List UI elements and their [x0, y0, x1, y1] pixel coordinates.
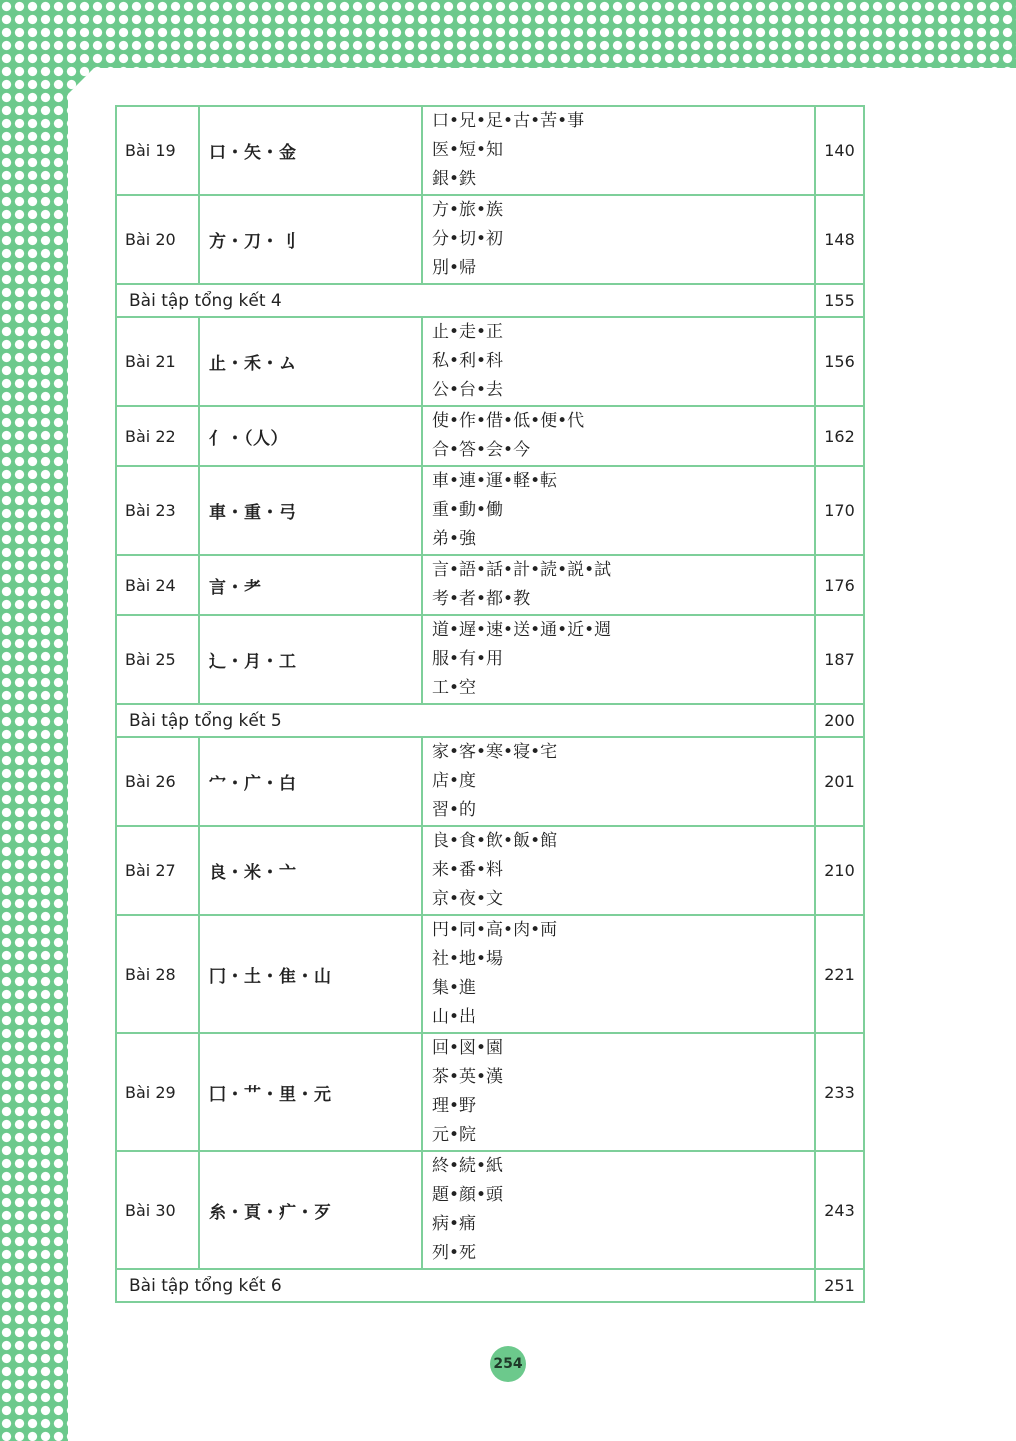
kanji-line: 口•兄•足•古•苦•事	[432, 111, 585, 131]
kanji-line: 別•帰	[432, 258, 477, 278]
review-row	[116, 1269, 864, 1302]
table-row	[116, 737, 864, 826]
kanji-line: 止•走•正	[432, 322, 504, 342]
kanji-line: 車•連•運•軽•転	[432, 471, 558, 491]
table-row	[116, 826, 864, 915]
kanji-line: 重•動•働	[432, 500, 504, 520]
kanji-line: 山•出	[432, 1007, 477, 1027]
table-row	[116, 406, 864, 466]
lesson-label: Bài 24	[116, 555, 199, 615]
lesson-label: Bài 30	[116, 1151, 199, 1269]
lesson-label: Bài 21	[116, 317, 199, 406]
table-row	[116, 466, 864, 555]
review-label: Bài tập tổng kết 6	[116, 1269, 815, 1302]
table-row	[116, 555, 864, 615]
kanji-cell	[422, 1033, 815, 1151]
page-ref: 162	[815, 406, 864, 466]
kanji-cell	[422, 195, 815, 284]
radicals-cell: 冂・土・隹・山	[199, 915, 422, 1033]
page-ref: 243	[815, 1151, 864, 1269]
lesson-label: Bài 29	[116, 1033, 199, 1151]
kanji-line: 店•度	[432, 771, 477, 791]
radicals-cell: 言・耂	[199, 555, 422, 615]
kanji-line: 使•作•借•低•便•代	[432, 411, 585, 431]
kanji-cell	[422, 317, 815, 406]
kanji-line: 良•食•飲•飯•館	[432, 831, 558, 851]
radicals-cell: 糸・頁・疒・歹	[199, 1151, 422, 1269]
table-row	[116, 317, 864, 406]
page-ref: 176	[815, 555, 864, 615]
radicals-cell: 宀・广・白	[199, 737, 422, 826]
kanji-line: 終•続•紙	[432, 1156, 504, 1176]
kanji-cell	[422, 737, 815, 826]
kanji-line: 元•院	[432, 1125, 477, 1145]
kanji-line: 習•的	[432, 800, 477, 820]
kanji-line: 列•死	[432, 1243, 477, 1263]
kanji-cell	[422, 915, 815, 1033]
page-ref: 233	[815, 1033, 864, 1151]
kanji-line: 来•番•料	[432, 860, 504, 880]
kanji-line: 私•利•科	[432, 351, 504, 371]
kanji-line: 考•者•都•教	[432, 589, 531, 609]
lesson-label: Bài 23	[116, 466, 199, 555]
lesson-label: Bài 19	[116, 106, 199, 195]
kanji-line: 医•短•知	[432, 140, 504, 160]
kanji-line: 京•夜•文	[432, 889, 504, 909]
kanji-line: 言•語•話•計•読•説•試	[432, 560, 612, 580]
page-ref: 201	[815, 737, 864, 826]
review-row	[116, 284, 864, 317]
page-ref: 170	[815, 466, 864, 555]
kanji-line: 集•進	[432, 978, 477, 998]
radicals-cell: 辶・月・工	[199, 615, 422, 704]
kanji-line: 合•答•会•今	[432, 440, 531, 460]
radicals-cell: 止・禾・ム	[199, 317, 422, 406]
page-ref: 155	[815, 284, 864, 317]
table-row	[116, 106, 864, 195]
table-of-contents	[115, 105, 865, 1303]
kanji-cell	[422, 106, 815, 195]
page-ref: 221	[815, 915, 864, 1033]
kanji-line: 病•痛	[432, 1214, 477, 1234]
table-row	[116, 915, 864, 1033]
kanji-line: 方•旅•族	[432, 200, 504, 220]
page-ref: 148	[815, 195, 864, 284]
kanji-line: 服•有•用	[432, 649, 504, 669]
page-ref: 251	[815, 1269, 864, 1302]
lesson-label: Bài 20	[116, 195, 199, 284]
review-row	[116, 704, 864, 737]
kanji-line: 回•図•園	[432, 1038, 504, 1058]
radicals-cell: 良・米・亠	[199, 826, 422, 915]
table-row	[116, 615, 864, 704]
kanji-line: 題•顔•頭	[432, 1185, 504, 1205]
kanji-line: 公•台•去	[432, 380, 504, 400]
kanji-line: 円•同•高•肉•両	[432, 920, 558, 940]
kanji-line: 銀•鉄	[432, 169, 477, 189]
kanji-line: 分•切•初	[432, 229, 504, 249]
page-ref: 140	[815, 106, 864, 195]
radicals-cell: 亻・（人）	[199, 406, 422, 466]
kanji-cell	[422, 466, 815, 555]
page-number-badge: 254	[490, 1346, 526, 1382]
radicals-cell: 車・重・弓	[199, 466, 422, 555]
kanji-line: 理•野	[432, 1096, 477, 1116]
radicals-cell: 口・矢・金	[199, 106, 422, 195]
table-row	[116, 1151, 864, 1269]
kanji-line: 道•遅•速•送•通•近•週	[432, 620, 612, 640]
kanji-line: 社•地•場	[432, 949, 504, 969]
kanji-cell	[422, 406, 815, 466]
review-label: Bài tập tổng kết 4	[116, 284, 815, 317]
page-ref: 210	[815, 826, 864, 915]
kanji-cell	[422, 1151, 815, 1269]
page-ref: 200	[815, 704, 864, 737]
lesson-label: Bài 25	[116, 615, 199, 704]
table-row	[116, 1033, 864, 1151]
kanji-cell	[422, 615, 815, 704]
lesson-label: Bài 26	[116, 737, 199, 826]
lesson-label: Bài 27	[116, 826, 199, 915]
page-ref: 156	[815, 317, 864, 406]
radicals-cell: 囗・艹・里・元	[199, 1033, 422, 1151]
kanji-line: 家•客•寒•寝•宅	[432, 742, 558, 762]
kanji-cell	[422, 555, 815, 615]
page-ref: 187	[815, 615, 864, 704]
lesson-label: Bài 22	[116, 406, 199, 466]
kanji-line: 茶•英•漢	[432, 1067, 504, 1087]
table-row	[116, 195, 864, 284]
kanji-line: 工•空	[432, 678, 477, 698]
radicals-cell: 方・刀・刂	[199, 195, 422, 284]
review-label: Bài tập tổng kết 5	[116, 704, 815, 737]
kanji-line: 弟•強	[432, 529, 477, 549]
kanji-cell	[422, 826, 815, 915]
lesson-label: Bài 28	[116, 915, 199, 1033]
